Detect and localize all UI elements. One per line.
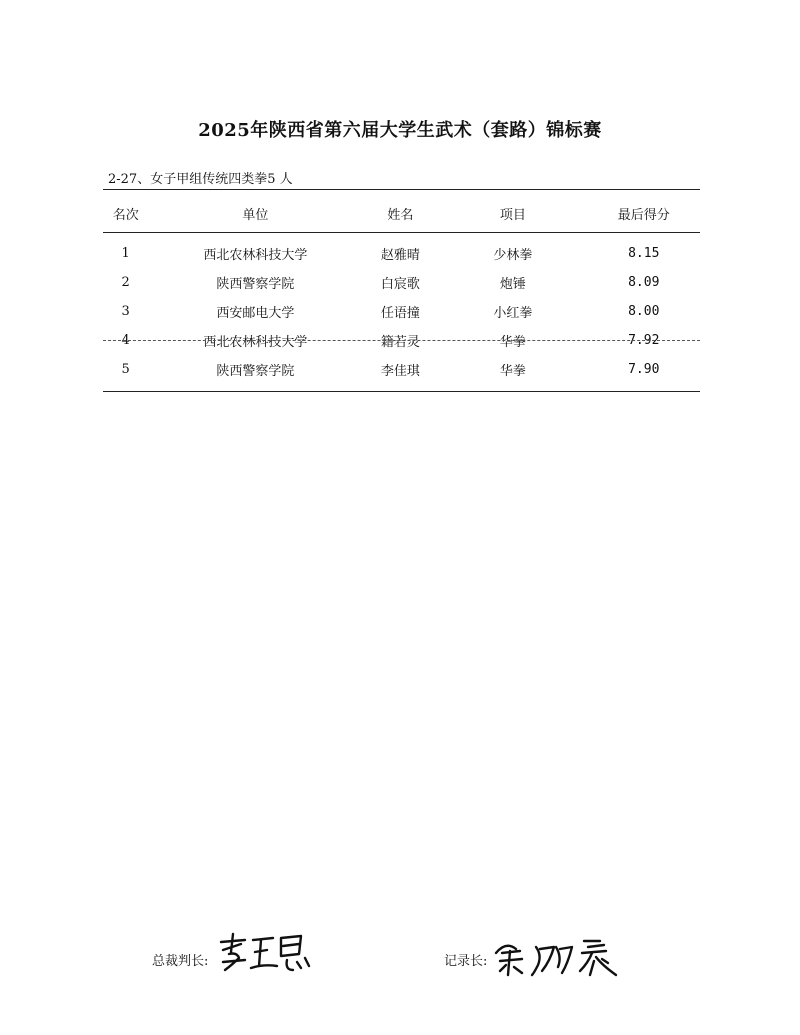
name-cell: 任语撞 — [380, 306, 420, 321]
header-name: 姓名 — [387, 207, 414, 223]
rank-cell: 3 — [121, 304, 130, 319]
header-bottom-rule — [103, 232, 700, 233]
item-cell: 华拳 — [499, 364, 526, 379]
table-row — [103, 239, 700, 268]
unit-cell: 陕西警察学院 — [216, 364, 295, 379]
name-cell: 籍若灵 — [380, 335, 420, 350]
rank-cell: 1 — [121, 246, 130, 261]
event-subtitle: 2-27、女子甲组传统四类拳5 人 — [108, 172, 293, 187]
rank-cell: 4 — [121, 333, 130, 348]
header-rank: 名次 — [112, 207, 139, 223]
unit-cell: 陕西警察学院 — [216, 277, 295, 292]
header-item: 项目 — [499, 207, 526, 223]
table-top-rule — [103, 189, 700, 190]
header-score: 最后得分 — [617, 207, 670, 223]
score-cell: 8.09 — [628, 275, 660, 290]
document-title: 2025年陕西省第六届大学生武术（套路）锦标赛 — [198, 120, 602, 141]
item-cell: 炮锤 — [499, 277, 526, 292]
unit-cell: 西安邮电大学 — [216, 306, 295, 321]
item-cell: 少林拳 — [493, 248, 533, 263]
qualification-dashed-rule — [103, 340, 700, 341]
recorder-signature — [492, 935, 628, 979]
unit-cell: 西北农林科技大学 — [203, 248, 308, 263]
score-cell: 8.00 — [628, 304, 660, 319]
table-row — [103, 268, 700, 297]
name-cell: 赵雅晴 — [380, 248, 420, 263]
table-row — [103, 297, 700, 326]
results-table — [103, 195, 700, 384]
unit-cell: 西北农林科技大学 — [203, 335, 308, 350]
score-cell: 8.15 — [628, 246, 660, 261]
name-cell: 李佳琪 — [380, 364, 420, 379]
score-cell: 7.90 — [628, 362, 660, 377]
chief-judge-signature — [215, 930, 315, 976]
chief-judge-label: 总裁判长: — [152, 954, 209, 969]
rank-cell: 2 — [121, 275, 130, 290]
header-unit: 单位 — [242, 207, 269, 223]
rank-cell: 5 — [121, 362, 130, 377]
name-cell: 白宸歌 — [380, 277, 420, 292]
item-cell: 华拳 — [499, 335, 526, 350]
item-cell: 小红拳 — [493, 306, 533, 321]
score-cell: 7.92 — [628, 333, 660, 348]
table-row — [103, 355, 700, 384]
recorder-label: 记录长: — [444, 954, 488, 969]
table-header-row — [103, 195, 700, 231]
table-bottom-rule — [103, 391, 700, 392]
